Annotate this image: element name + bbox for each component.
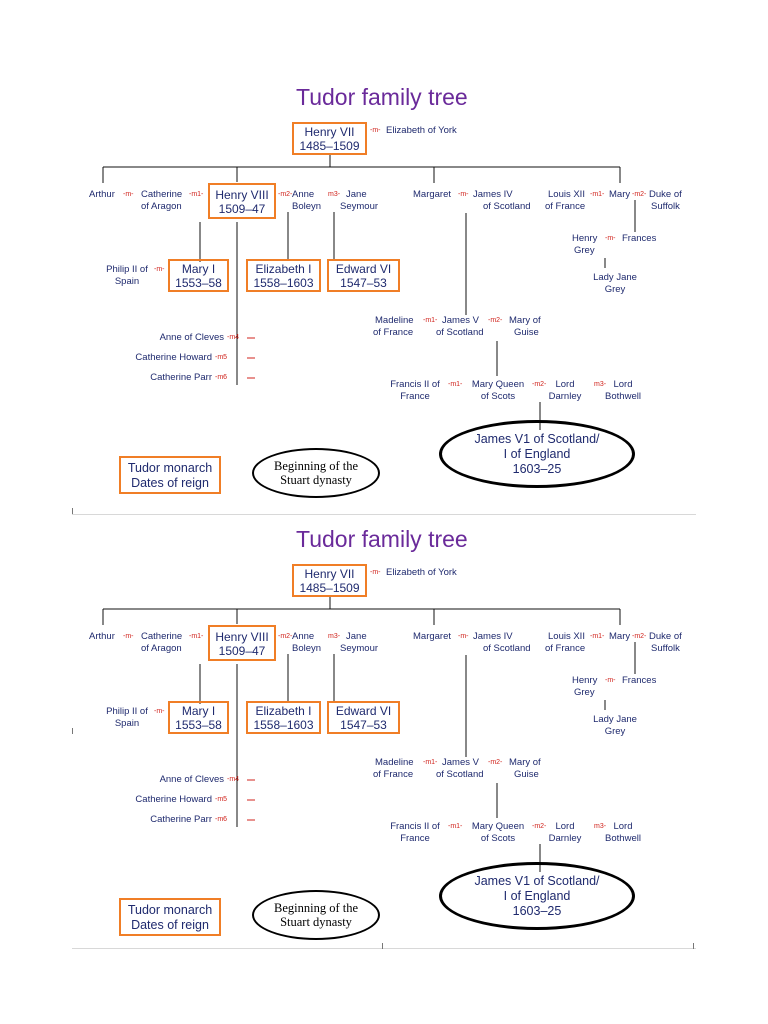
name-line: of Aragon [141,201,182,212]
catherine-howard: Catherine Howard [135,794,212,805]
legend-tudor-line1: Tudor monarch [127,461,213,475]
marriage-mark: -m- [370,569,381,576]
name-line: Grey [574,687,595,698]
duke-of-suffolk [649,631,682,655]
marriage-mark: -m5 [215,354,228,361]
margaret: Margaret [413,189,452,200]
lord-bothwell [605,821,641,845]
marriage-mark: -m2- [488,317,503,324]
name-line: Lady Jane [593,272,637,283]
mary-i-name: Mary I [181,262,216,276]
name-line: Bothwell [605,833,641,844]
anne-boleyn [292,189,321,213]
marriage-mark: -m4 [227,334,240,341]
lady-jane-grey [593,272,637,296]
page-corner-mark [382,943,386,949]
name-line: Lord [555,821,575,832]
legend-stuart-line1: Beginning of the [273,459,358,473]
tudor-box-henry-viii [208,183,276,219]
tudor-box-edward-vi [327,259,400,292]
henry-vii-dates: 1485–1509 [299,139,360,153]
name-line: Guise [514,769,539,780]
name-line: Jane [346,631,367,642]
mary-i-dates: 1553–58 [175,718,222,732]
name-line: Seymour [340,201,379,212]
james-v [436,315,484,339]
elizabeth-of-york: Elizabeth of York [386,567,457,578]
marriage-mark: -m2- [632,191,647,198]
name-line: James IV [473,631,513,642]
mary-of-guise [509,315,541,339]
catherine-of-aragon [141,631,182,655]
name-line: Lord [555,379,575,390]
marriage-mark: -m1- [423,759,438,766]
tudor-box-edward-vi [327,701,400,734]
legend-tudor-line1: Tudor monarch [127,903,213,917]
tudor-box-mary-i [168,701,229,734]
mary-queen-of-scots [472,379,524,403]
catherine-parr: Catherine Parr [150,372,212,383]
edward-vi-dates: 1547–53 [340,276,387,290]
marriage-mark: -m2- [632,633,647,640]
louis-xii [545,631,585,655]
james-iv [473,189,531,213]
madeline-of-france [373,757,414,781]
name-line: Mary of [509,757,541,768]
marriage-mark: -m1- [448,823,463,830]
marriage-mark: -m1- [448,381,463,388]
name-line: of Scots [480,391,516,402]
arthur: Arthur [89,189,115,200]
mary-of-guise [509,757,541,781]
henry-viii-dates: 1509–47 [218,644,266,658]
catherine-parr: Catherine Parr [150,814,212,825]
name-line: Mary of [509,315,541,326]
name-line: of Scotland [436,769,484,780]
henry-viii-name: Henry VIII [215,188,269,202]
mary-tudor: Mary [609,631,631,642]
marriage-mark: m3- [328,191,341,198]
marriage-mark: m3- [328,633,341,640]
tudor-box-henry-vii [292,122,367,155]
anne-of-cleves: Anne of Cleves [159,332,224,343]
family-tree-page-1 [0,0,768,490]
name-line: Francis II of [390,821,440,832]
marriage-mark: -m1- [423,317,438,324]
marriage-mark: -m1- [189,191,204,198]
name-line: Boleyn [292,201,322,212]
name-line: Catherine [141,631,183,642]
margaret: Margaret [413,631,452,642]
marriage-mark: -m- [605,677,616,684]
name-line: of Scots [480,833,516,844]
name-line: Duke of [649,189,682,200]
elizabeth-of-york: Elizabeth of York [386,125,457,136]
name-line: of France [545,643,586,654]
edward-vi-dates: 1547–53 [340,718,387,732]
name-line: of France [545,201,586,212]
tree-connector-lines [0,442,768,882]
name-line: of France [373,327,414,338]
marriage-mark: -m2- [532,823,547,830]
name-line: Suffolk [651,643,680,654]
tudor-box-mary-i [168,259,229,292]
stuart-oval-james-vi [439,862,635,930]
marriage-mark: -m- [154,266,165,273]
name-line: Henry [572,675,598,686]
francis-ii-of-france [390,379,440,403]
louis-xii [545,189,585,213]
name-line: Lord [613,821,633,832]
lord-darnley [549,379,582,403]
name-line: Darnley [548,391,582,402]
anne-boleyn [292,631,321,655]
name-line: Jane [346,189,367,200]
duke-of-suffolk [649,189,682,213]
elizabeth-i-name: Elizabeth I [255,704,312,718]
legend-stuart-line1: Beginning of the [273,901,358,915]
marriage-mark: -m2- [488,759,503,766]
name-line: Madeline [375,315,414,326]
name-line: Louis XII [548,189,585,200]
name-line: Francis II of [390,379,440,390]
name-line: Mary Queen [471,821,525,832]
marriage-mark: -m5 [215,796,228,803]
philip-ii-of-spain [106,264,148,288]
lord-bothwell [605,379,641,403]
name-line: Spain [114,276,140,287]
marriage-mark: -m- [458,191,469,198]
name-line: James V [442,315,479,326]
marriage-mark: -m- [370,127,381,134]
name-line: of Scotland [483,201,531,212]
marriage-mark: -m2- [532,381,547,388]
catherine-howard: Catherine Howard [135,352,212,363]
marriage-mark: -m4 [227,776,240,783]
name-line: Louis XII [548,631,585,642]
legend-tudor-line2: Dates of reign [131,476,209,490]
marriage-mark: -m2- [278,191,293,198]
legend-tudor-line2: Dates of reign [131,918,209,932]
name-line: Boleyn [292,643,322,654]
tudor-box-elizabeth-i [246,259,321,292]
name-line: of Scotland [436,327,484,338]
marriage-mark: -m- [605,235,616,242]
name-line: France [400,833,430,844]
name-line: Suffolk [651,201,680,212]
tree-connector-lines [0,0,768,440]
elizabeth-i-dates: 1558–1603 [253,276,314,290]
henry-vii-name: Henry VII [304,567,355,581]
legend-stuart-line2: Stuart dynasty [280,915,352,929]
philip-ii-of-spain [106,706,148,730]
mary-i-name: Mary I [181,704,216,718]
family-tree-page-2 [0,442,768,932]
diagram-title: Tudor family tree [296,526,468,552]
name-line: Lady Jane [593,714,637,725]
mary-tudor: Mary [609,189,631,200]
name-line: Seymour [340,643,379,654]
marriage-mark: -m6 [215,816,228,823]
james-iv [473,631,531,655]
marriage-mark: -m1- [590,191,605,198]
name-line: Grey [604,726,626,737]
jane-seymour [340,189,378,213]
frances: Frances [622,675,657,686]
marriage-mark: -m- [123,633,134,640]
name-line: of Aragon [141,643,182,654]
legend-tudor-monarch [119,898,221,936]
catherine-of-aragon [141,189,182,213]
page-corner-mark [693,943,697,949]
name-line: I of England [503,446,571,461]
anne-of-cleves: Anne of Cleves [159,774,224,785]
henry-vii-dates: 1485–1509 [299,581,360,595]
jane-seymour [340,631,378,655]
madeline-of-france [373,315,414,339]
name-line: of France [373,769,414,780]
james-v [436,757,484,781]
name-line: Grey [604,284,626,295]
lord-darnley [549,821,582,845]
elizabeth-i-name: Elizabeth I [255,262,312,276]
name-line: Guise [514,327,539,338]
edward-vi-name: Edward VI [335,262,392,276]
name-line: James V1 of Scotland/ [474,873,600,888]
elizabeth-i-dates: 1558–1603 [253,718,314,732]
name-line: Philip II of [106,264,148,275]
lady-jane-grey [593,714,637,738]
name-line: I of England [503,888,571,903]
henry-viii-name: Henry VIII [215,630,269,644]
edward-vi-name: Edward VI [335,704,392,718]
name-line: of Scotland [483,643,531,654]
name-line: 1603–25 [512,461,562,476]
tudor-box-elizabeth-i [246,701,321,734]
marriage-mark: -m- [154,708,165,715]
name-line: France [400,391,430,402]
marriage-mark: -m2- [278,633,293,640]
legend-stuart-line2: Stuart dynasty [280,473,352,487]
francis-ii-of-france [390,821,440,845]
name-line: Spain [114,718,140,729]
name-line: Catherine [141,189,183,200]
name-line: Bothwell [605,391,641,402]
name-line: Anne [292,189,315,200]
name-line: Madeline [375,757,414,768]
henry-grey [572,233,597,257]
diagram-title: Tudor family tree [296,84,468,110]
name-line: James V [442,757,479,768]
legend-stuart-dynasty [252,890,380,940]
name-line: 1603–25 [512,903,562,918]
mary-queen-of-scots [472,821,524,845]
name-line: James V1 of Scotland/ [474,431,600,446]
henry-viii-dates: 1509–47 [218,202,266,216]
henry-grey [572,675,597,699]
name-line: Grey [574,245,595,256]
name-line: Anne [292,631,315,642]
name-line: James IV [473,189,513,200]
marriage-mark: -m6 [215,374,228,381]
marriage-mark: -m1- [590,633,605,640]
name-line: Henry [572,233,598,244]
marriage-mark: -m- [458,633,469,640]
marriage-mark: m3- [594,823,607,830]
name-line: Philip II of [106,706,148,717]
name-line: Darnley [548,833,582,844]
marriage-mark: m3- [594,381,607,388]
name-line: Duke of [649,631,682,642]
henry-vii-name: Henry VII [304,125,355,139]
name-line: Lord [613,379,633,390]
name-line: Mary Queen [471,379,525,390]
marriage-mark: -m- [123,191,134,198]
tudor-box-henry-viii [208,625,276,661]
tudor-box-henry-vii [292,564,367,597]
marriage-mark: -m1- [189,633,204,640]
frances: Frances [622,233,657,244]
mary-i-dates: 1553–58 [175,276,222,290]
arthur: Arthur [89,631,115,642]
